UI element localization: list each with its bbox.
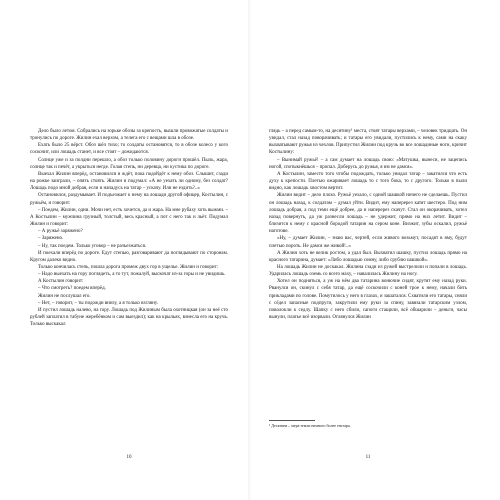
paragraph: Жилин не послушал его.	[38, 293, 91, 299]
paragraph: – Ну, так поедем. Только уговор – не разъезжаться.	[38, 243, 147, 249]
page-number: 11	[365, 455, 371, 460]
paragraph: А Костылин, заместо того чтобы подождать, только увидал татар – закатился что есть духу к крепости. Плетью ожаривает лошадь то с того бока, то с другого. Только в пыли видно, как лошадь хвостом вертит.	[269, 171, 467, 192]
paragraph: – Вынимай ружьё! – а сам думает на лошадь свою: «Матушка, вынеси, не зацепись ногой, спотыкнёшься – пропал. Доберусь до ружья, я им не дамся».	[269, 157, 467, 170]
right-page	[250, 0, 500, 500]
paragraph: – Надо выехать на гору поглядеть, а то тут, пожалуй, выскочат из-за горы и не увидишь.	[38, 272, 226, 278]
paragraph: На лошадь Жилин не доскакал. Жилина сзади из ружей выстрелили и попали в лошадь. Ударилась лошадь оземь со всего маху, – навалилась Жилину на ногу.	[269, 264, 467, 278]
paragraph: Дело было летом. Собрались на зорьке обозы за крепость, вышли провожатые солдаты и тронулись по дороге. Жилин ехал верхом, а телега его с вещами шла в обозе.	[30, 129, 228, 142]
paragraph: Солнце уже и за полдни перешло, а обоз только половину дороги прошёл. Пыль, жара, солнце так и печёт, а укрыться негде. Голая степь, ни деревца, ни кустика по дороге.	[30, 157, 228, 170]
paragraph: – Что смотреть? поедем вперёд.	[38, 286, 106, 292]
paragraph: «Ну, – думает Жилин, – знаю вас, чертей, если живого возьмут, посадят в яму, будут плетью пороть. Не дамся же живой!..»	[269, 236, 467, 249]
paragraph: Остановился, раздумывает. И подъезжает к нему на лошади другой офицер, Костылин, с ружьём, и говорит:	[30, 193, 228, 206]
paragraph: А Костылин говорит:	[38, 279, 84, 285]
paragraph: Ехать было 25 вёрст. Обоз шёл тихо; то солдаты остановятся, то в обозе колесо у кого соскочит, или лошадь станет, и все стоят – дожидаются.	[30, 143, 228, 156]
paragraph: Жилин видит – дело плохо. Ружьё уехало, с одной шашкой ничего не сделаешь. Пустил он лошадь назад, к солдатам – думал уйти. Видит, ему наперерез катят шестеро. Под ним лошадь добрая, а под теми ещё добрее, да и наперерез скачут. Стал он окорачивать, хотел назад повернуть, да уж разнесли лошадь – не удержит, прямо на них летит. Видит – близится к нему с красной бородой татарин на сером коне. Визжит, зубы оскалил, ружьё наготове.	[269, 193, 467, 235]
page-number: 10	[126, 455, 132, 460]
paragraph: – Нет, – говорит, – ты подожди внизу, а я только взгляну.	[38, 300, 159, 306]
paragraph: Только кончилась степь, пошла дорога промеж двух гор в ущелье. Жилин и говорит:	[38, 264, 219, 270]
footnote-divider	[269, 420, 315, 421]
paragraph: – А ружьё заряжено?	[38, 229, 83, 235]
paragraph: Хотел он подняться, а уж на нём два татарина вонючие сидят, крутят ему назад руки. Рванулся он, скинул с себя татар, да ещё соскочили с коней трое к нему, начали бить прикладами по голове. Помутилось у него в глазах, и зашатался. Схватили его татары, сняли с сёдел запасные подпруги, закрутили ему руки за спину, завязали татарским узлом, поволокли к седлу. Шапку с него сбили, сапоги стащили, всё обшарили – деньги, часы вынули, платье всё изорвали. Оглянулся Жилин	[269, 279, 467, 321]
left-page-text	[30, 128, 228, 328]
right-page-text	[269, 128, 467, 321]
paragraph: – Поедем, Жилин, одни. Мочи нет, есть хочется, да и жара. На мне рубаху хоть выжми. – А Костылин – мужчина грузный, толстый, весь красный, а пот с него так и льёт. Подумал Жилин и говорит:	[30, 207, 228, 228]
footnote: ¹ Десятина – мера земли немного более гектара.	[269, 423, 351, 428]
paragraph: Выехал Жилин вперёд, остановился и ждёт, пока подойдёт к нему обоз. Слышит, сзади на рожке заиграли, – опять стоять. Жилин и подумал: «А не уехать ли одному, без солдат? Лошадь подо мной добрая, если и нападусь на татар – ускачу. Или не ездить?..»	[30, 171, 228, 192]
paragraph: А Жилин хоть не велик ростом, а удал был. Выхватил шашку, пустил лошадь прямо на красного татарина, думает: «Либо лошадью сомну, либо срублю шашкой».	[269, 250, 467, 263]
paragraph: И пустил лошадь налево, на гору. Лошадь под Жилиным была охотницкая (он за неё сто рублей заплатил в табуне жеребёнком и сам выездил); как на крыльях, взнесла его на кручь. Только выскакал	[30, 307, 228, 328]
paragraph: глядь – а перед самым-то, на десятину¹ места, стоят татары верхами, – человек тридцать. Он увидал, стал назад поворачивать; и татары его увидали, пустились к нему, сами на скаку выхватывают ружья из чехлов. Припустил Жилин под кручь во все лошадиные ноги, кричит Костылину:	[269, 129, 467, 156]
paragraph: – Заряжено.	[38, 236, 64, 242]
paragraph: И поехали вперёд по дороге. Едут степью, разговаривают да поглядывают по сторонам. Кругом далеко видно.	[30, 250, 228, 263]
